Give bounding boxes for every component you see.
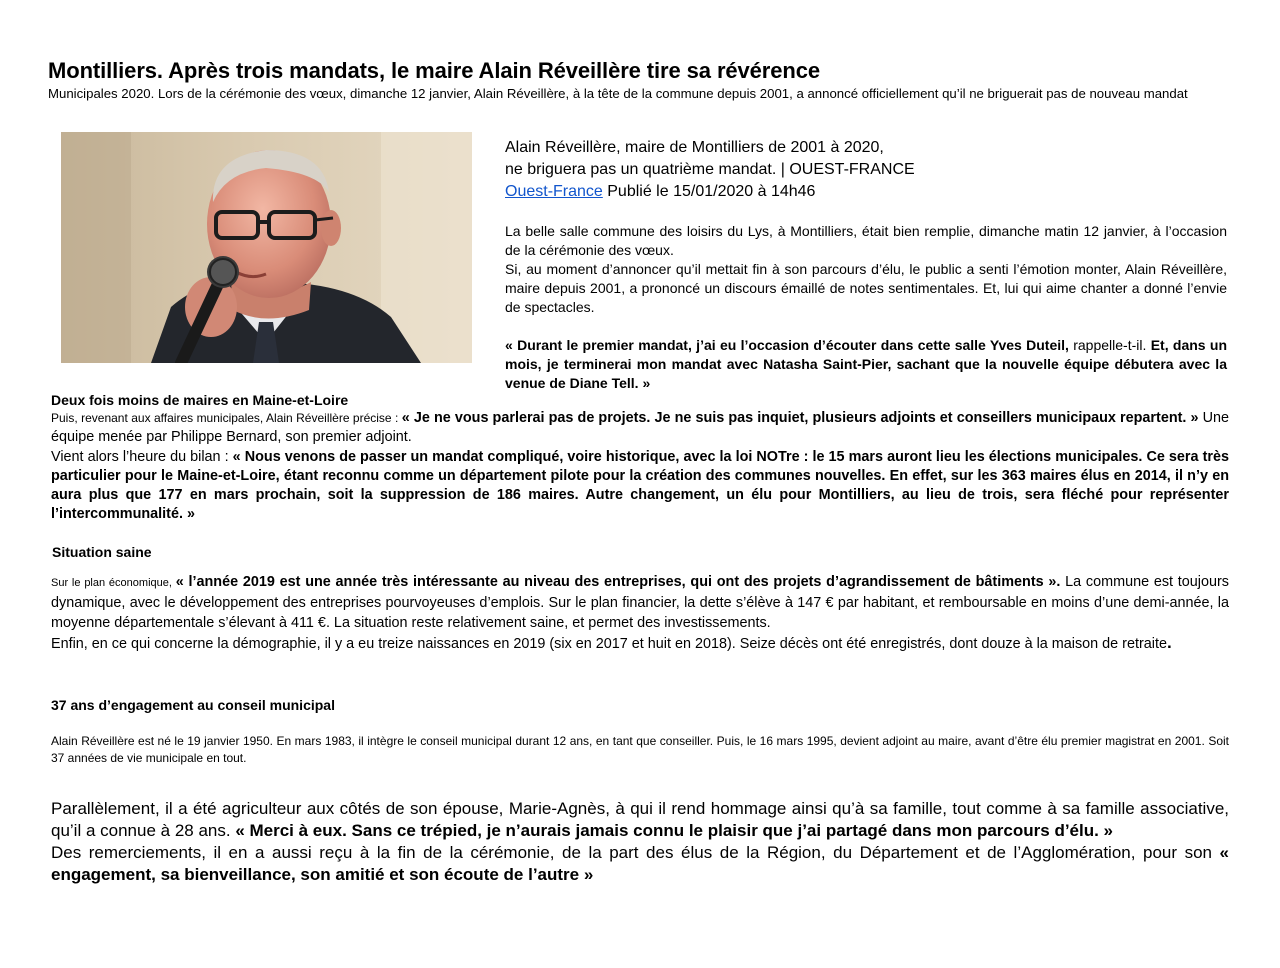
section2-demographie: Enfin, en ce qui concerne la démographie, il y a eu treize naissances en 2019 (six en 2017 et huit en 2018). Seize décès ont été enregistrés, dont douze à la maison de retraite — [51, 636, 1167, 652]
quote-part-a: « Durant le premier mandat, j’ai eu l’occasion d’écouter dans cette salle Yves Duteil, — [505, 337, 1069, 353]
quote-part-b: Et, dans un mois, je terminerai mon mandat avec Natasha Saint-Pier, sachant que la nouvelle équipe débutera avec la venue de Diane Tell. » — [505, 337, 1228, 391]
closing-thanks-lead: Des remerciements, il en a aussi reçu à la fin de la cérémonie, de la part des élus de la Région, du Département et de l’Agglomération, pour son — [51, 843, 1220, 862]
caption-line-1: Alain Réveillère, maire de Montilliers de 2001 à 2020, — [505, 139, 884, 156]
intro-quote — [505, 336, 1227, 393]
section-title-engagement: 37 ans d’engagement au conseil municipal — [51, 697, 335, 713]
section-body-situation — [51, 572, 1229, 654]
section1-paragraph-2 — [51, 448, 1229, 525]
section1-lead: Puis, revenant aux affaires municipales, Alain Réveillère précise : — [51, 411, 402, 425]
section2-paragraph-2 — [51, 633, 1229, 654]
section-body-engagement — [51, 733, 1229, 767]
section1-quote: « Je ne vous parlerai pas de projets. Je ne suis pas inquiet, plusieurs adjoints et conseillers municipaux repartent. » — [401, 410, 1199, 426]
article-headline: Montilliers. Après trois mandats, le maire Alain Réveillère tire sa révérence — [48, 58, 821, 83]
closing-paragraph-2 — [51, 842, 1229, 886]
section1-tail: Une équipe menée par Philippe Bernard, son premier adjoint. — [51, 410, 1229, 446]
source-link[interactable]: Ouest-France — [505, 183, 603, 200]
closing-paragraph-1 — [51, 798, 1229, 842]
section2-lead: Sur le plan économique, — [51, 577, 176, 589]
section2-paragraph-1 — [51, 572, 1229, 633]
section-title-situation: Situation saine — [52, 544, 152, 560]
section2-quote: « l’année 2019 est une année très intéressante au niveau des entreprises, qui ont des projets d’agrandissement de bâtiments ». — [175, 574, 1061, 590]
section1-bilan-lead: Vient alors l’heure du bilan : — [51, 448, 233, 465]
section-body-maires — [51, 409, 1229, 525]
closing-text — [51, 798, 1229, 886]
section2-period: . — [1166, 633, 1172, 652]
quote-attribution: rappelle-t-il. — [1068, 337, 1151, 353]
published-date: Publié le 15/01/2020 à 14h46 — [602, 183, 816, 200]
closing-quote: « Merci à eux. Sans ce trépied, je n’aurais jamais connu le plaisir que j’ai partagé dans mon parcours d’élu. » — [235, 821, 1114, 840]
intro-paragraph-1: La belle salle commune des loisirs du Lys, à Montilliers, était bien remplie, dimanche matin 12 janvier, à l’occasion de la cérémonie des vœux. — [505, 223, 1227, 258]
intro-text — [505, 222, 1227, 393]
section1-bilan-quote: « Nous venons de passer un mandat compliqué, voire historique, avec la loi NOTre : le 15 mars auront lieu les élections municipales. Ce sera très particulier pour le Maine-et-Loire, étant reconnu comme un département pilote pour la création des communes nouvelles. En effet, sur les 363 maires élus en 2014, il n’y en aura plus que 177 en mars prochain, soit la suppression de 186 maires. Autre changement, un élu pour Montilliers, au lieu de trois, sera fléché pour représenter l’intercommunalité. » — [51, 448, 1229, 523]
caption-line-2: ne briguera pas un quatrième mandat. | OUEST-FRANCE — [505, 161, 915, 178]
section2-tail: La commune est toujours dynamique, avec le développement des entreprises pourvoyeuses d’emplois. Sur le plan financier, la dette s’élève à 147 € par habitant, et remboursable en moins d’une demi-année, la moyenne départementale s’élevant à 411 €. La situation reste relativement saine, et permet des investissements. — [51, 574, 1230, 631]
closing-thanks-quote: « engagement, sa bienveillance, son amitié et son écoute de l’autre » — [51, 843, 1229, 884]
publication-info — [505, 181, 1225, 203]
photo-caption — [505, 137, 1225, 203]
closing-lead: Parallèlement, il a été agriculteur aux côtés de son épouse, Marie-Agnès, à qui il rend hommage ainsi qu’à sa famille, tout comme à sa famille associative, qu’il a connue à 28 ans. — [51, 799, 1229, 840]
article-subtitle: Municipales 2020. Lors de la cérémonie des vœux, dimanche 12 janvier, Alain Réveillère, à la tête de la commune depuis 2001, a annoncé officiellement qu’il ne briguerait pas de nouveau mandat — [48, 86, 1188, 101]
section3-paragraph-1: Alain Réveillère est né le 19 janvier 1950. En mars 1983, il intègre le conseil municipal durant 12 ans, en tant que conseiller. Puis, le 16 mars 1995, devient adjoint au maire, avant d’être élu premier magistrat en 2001. Soit 37 années de vie municipale en tout. — [51, 734, 1229, 765]
portrait-photo-icon — [61, 132, 472, 363]
section1-paragraph-1 — [51, 409, 1229, 448]
intro-paragraph-2: Si, au moment d’annoncer qu’il mettait fin à son parcours d’élu, le public a senti l’émotion monter, Alain Réveillère, maire depuis 2001, a prononcé un discours émaillé de notes sentimentales. Et, lui qui aime chanter a donné l’envie de spectacles. — [505, 261, 1227, 315]
section-title-maires: Deux fois moins de maires en Maine-et-Loire — [51, 392, 349, 408]
